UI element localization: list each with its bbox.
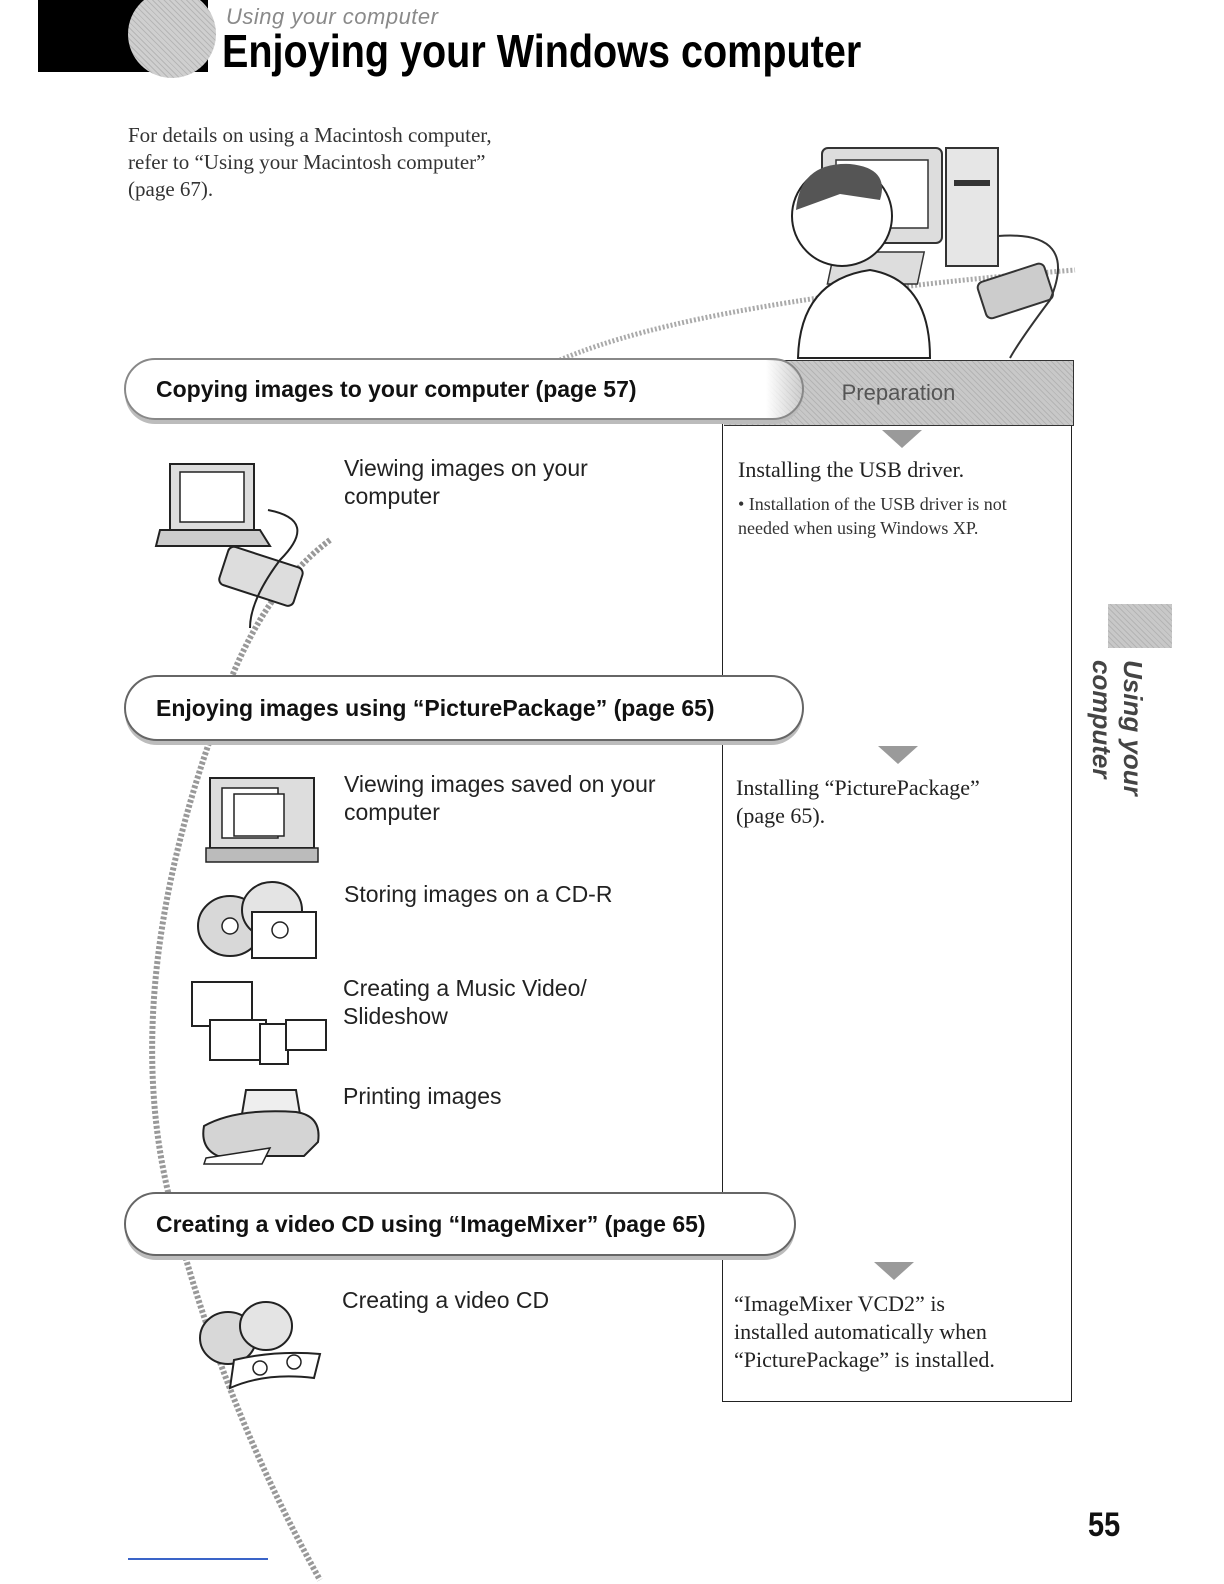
section-imagemixer-heading: Creating a video CD using “ImageMixer” (page 65)	[124, 1192, 796, 1256]
prep-line: installed automatically when	[734, 1319, 987, 1344]
laptop-icon	[206, 776, 318, 866]
intro-line: For details on using a Macintosh computer,	[128, 123, 492, 147]
feature-music-video-slideshow	[343, 974, 703, 1030]
imagemixer-install-text	[734, 1290, 1064, 1374]
down-arrow-icon	[874, 1262, 914, 1280]
feature-storing-cd-r: Storing images on a CD-R	[344, 881, 613, 907]
feature-viewing-saved-images	[344, 770, 704, 826]
prep-line: Installing “PicturePackage”	[736, 775, 980, 800]
feature-line: computer	[344, 799, 440, 825]
side-tab-label: Using your computer	[1087, 660, 1148, 796]
feature-line: computer	[344, 483, 440, 509]
down-arrow-icon	[882, 430, 922, 448]
prep-line: (page 65).	[736, 803, 826, 828]
section-picturepackage-heading: Enjoying images using “PicturePackage” (page 65)	[124, 675, 804, 741]
slideshow-icon	[190, 980, 330, 1070]
usb-driver-note: • Installation of the USB driver is not needed when using Windows XP.	[738, 494, 1007, 538]
feature-viewing-images	[344, 454, 704, 510]
printer-icon	[196, 1086, 326, 1166]
page-title: Enjoying your Windows computer	[222, 25, 862, 77]
footer-rule	[128, 1558, 268, 1560]
intro-line: refer to “Using your Macintosh computer”	[128, 150, 486, 174]
side-tab-marker	[1108, 604, 1172, 648]
prep-line: “PicturePackage” is installed.	[734, 1347, 995, 1372]
section-copying-heading: Copying images to your computer (page 57)	[124, 358, 804, 420]
picturepackage-install-text	[736, 774, 1056, 830]
section-label: Using your computer	[226, 4, 439, 29]
down-arrow-icon	[878, 746, 918, 764]
person-at-computer-icon	[780, 140, 1080, 360]
usb-driver-title: Installing the USB driver.	[738, 457, 965, 482]
prep-line: “ImageMixer VCD2” is	[734, 1291, 945, 1316]
preparation-heading: Preparation	[724, 360, 1074, 426]
feature-line: Viewing images on your	[344, 455, 588, 481]
feature-line: Viewing images saved on your	[344, 771, 656, 797]
feature-printing-images: Printing images	[343, 1083, 502, 1109]
feature-creating-video-cd: Creating a video CD	[342, 1287, 550, 1313]
video-cd-icon	[196, 1298, 326, 1394]
page-number: 55	[1088, 1506, 1121, 1544]
intro-line: (page 67).	[128, 177, 214, 201]
feature-line: Slideshow	[343, 1003, 448, 1029]
cd-r-icon	[196, 880, 322, 962]
laptop-camera-icon	[160, 460, 320, 630]
feature-line: Creating a Music Video/	[343, 975, 587, 1001]
